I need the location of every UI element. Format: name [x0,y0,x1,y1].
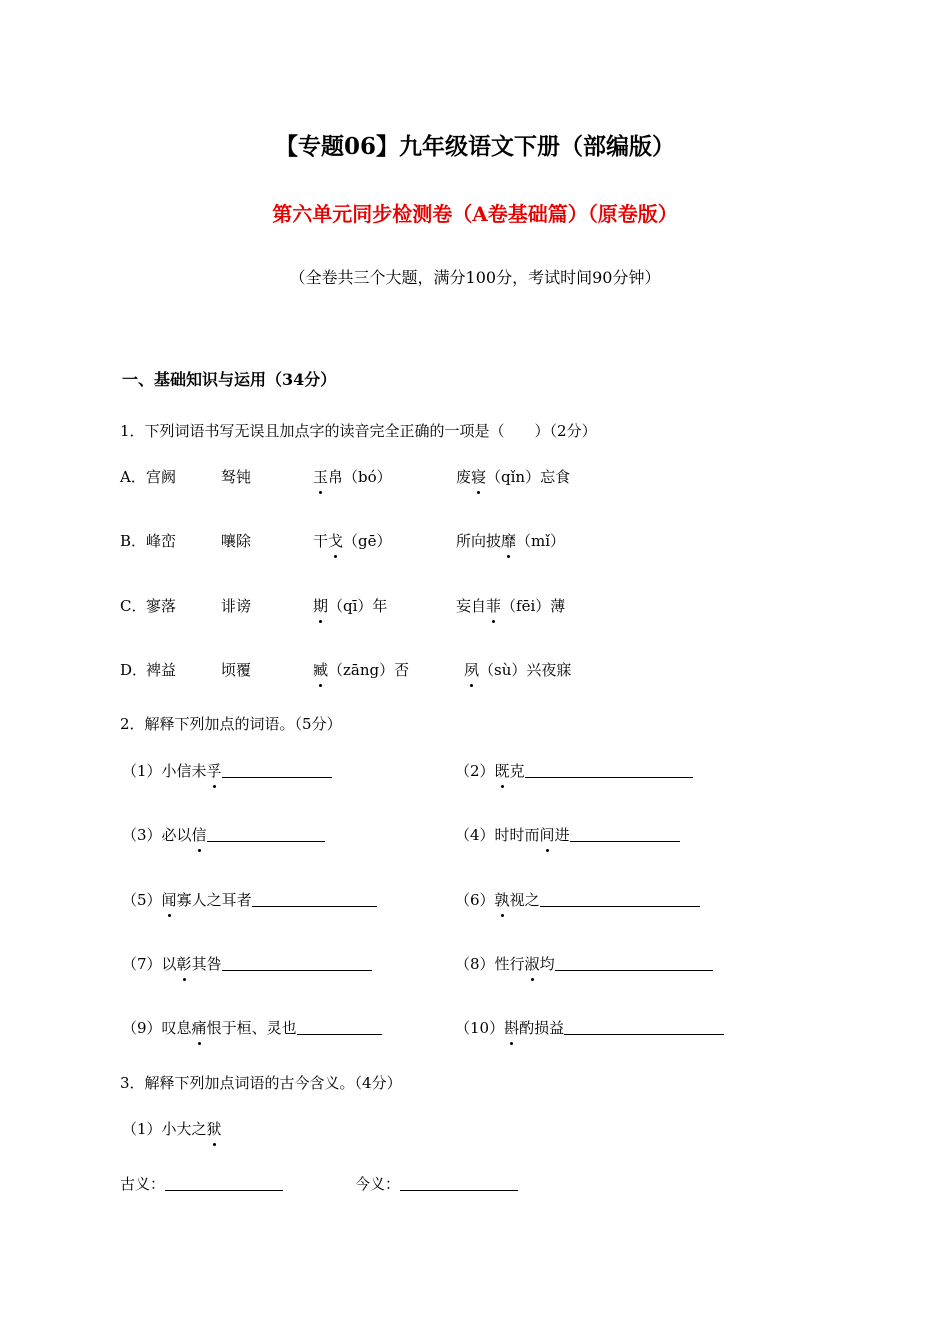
question-3: 3．解释下列加点词语的古今含义。（4分） [120,1074,402,1092]
answer-blank[interactable] [222,761,332,778]
ancient-meaning: 古义： [120,1173,283,1194]
option-word: 妄自菲（fēi）薄 [456,597,566,615]
option-word: 寥落 [146,597,177,615]
blank-item: （3）必以信 [122,824,325,845]
blank-item: （9）叹息痛恨于桓、灵也 [122,1017,382,1038]
answer-blank[interactable] [564,1018,724,1035]
answer-blank[interactable] [400,1174,518,1191]
answer-blank[interactable] [555,954,713,971]
answer-blank[interactable] [570,825,680,842]
q3-item-1: （1）小大之狱 [122,1120,222,1138]
option-word: 裨益 [146,661,177,679]
document-subtitle: 第六单元同步检测卷（A卷基础篇）（原卷版） [272,202,678,226]
blank-item: （6）孰视之 [455,889,700,910]
option-word: 期（qī）年 [313,597,388,615]
option-word: 夙（sù）兴夜寐 [464,661,572,679]
option-label: D． [120,661,148,679]
blank-item: （5）闻寡人之耳者 [122,889,377,910]
exam-note: （全卷共三个大题，满分100分，考试时间90分钟） [289,268,661,287]
option-word: 峰峦 [146,532,177,550]
blank-item: （10）斟酌损益 [455,1017,724,1038]
option-label: C． [120,597,147,615]
blank-item: （8）性行淑均 [455,953,713,974]
option-word: 驽钝 [221,468,252,486]
option-word: 嚷除 [221,532,252,550]
answer-blank[interactable] [297,1018,382,1035]
answer-blank[interactable] [252,890,377,907]
answer-blank[interactable] [207,825,325,842]
option-word: 臧（zāng）否 [313,661,410,679]
answer-blank[interactable] [525,761,693,778]
option-word: 所向披靡（mǐ） [456,532,566,550]
option-label: A． [120,468,146,486]
blank-item: （1）小信未孚 [122,760,332,781]
modern-meaning: 今义： [355,1173,518,1194]
blank-item: （4）时时而间进 [455,824,680,845]
document-title: 【专题06】九年级语文下册（部编版） [274,133,675,160]
answer-blank[interactable] [165,1174,283,1191]
option-word: 诽谤 [221,597,252,615]
option-word: 宫阙 [146,468,177,486]
option-word: 废寝（qǐn）忘食 [456,468,571,486]
option-word: 顷覆 [221,661,252,679]
answer-blank[interactable] [222,954,372,971]
option-word: 玉帛（bó） [313,468,392,486]
option-word: 干戈（gē） [313,532,392,550]
answer-blank[interactable] [540,890,700,907]
blank-item: （7）以彰其咎 [122,953,372,974]
question-1: 1．下列词语书写无误且加点字的读音完全正确的一项是（ ）（2分） [120,422,597,440]
option-label: B． [120,532,147,550]
blank-item: （2）既克 [455,760,693,781]
question-2: 2．解释下列加点的词语。（5分） [120,715,342,733]
section-heading: 一、基础知识与运用（34分） [122,370,337,389]
